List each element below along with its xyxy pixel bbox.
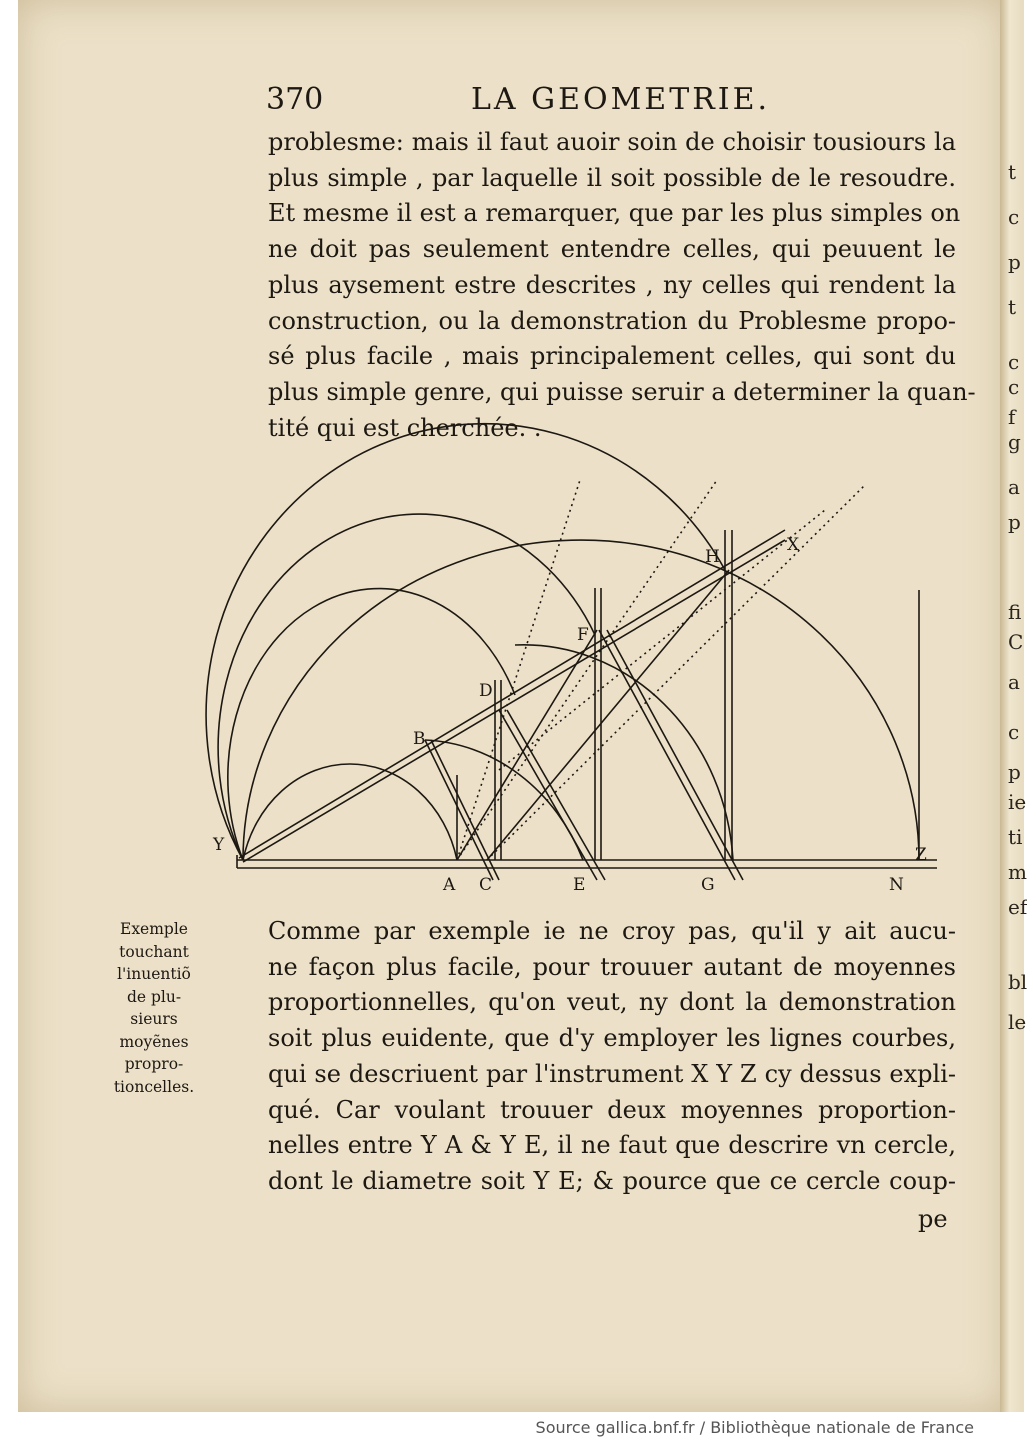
label-b: B [413,729,426,749]
text-line: nelles entre Y A & Y E, il ne faut que descrire vn cercle, [268,1131,956,1160]
cross-d-e [499,710,597,880]
large-arc [243,540,919,860]
text-line: sé plus facile , mais principalement celles, qui sont du [268,342,956,371]
dotted-line-1 [457,480,580,860]
label-y: Y [213,835,225,855]
text-line: plus simple genre, qui puisse seruir a determiner la quan- [268,377,976,406]
facing-page-fragment: ti [1008,825,1023,849]
facing-page-fragment: ef [1008,895,1027,919]
dotted-line-2 [457,480,717,860]
facing-page-fragment: t [1008,160,1017,184]
label-z: Z [915,845,927,865]
source-bar [0,1412,1024,1446]
marginal-note-line: moyẽnes [119,1032,189,1051]
facing-page-fragment: p [1008,510,1021,534]
text-line: proportionnelles, qu'on veut, ny dont la demonstration [268,988,956,1017]
text-line: dont le diametre soit Y E; & pource que ce cercle coup- [268,1166,956,1195]
text-line: construction, ou la demonstration du Problesme propo- [268,306,956,335]
arm-yx-2 [243,540,785,862]
text-line: ne façon plus facile, pour trouuer autant de moyennes [268,952,956,981]
cross-f-g-2 [607,630,743,880]
geometric-figure [213,470,955,900]
facing-page-fragment: c [1008,375,1020,399]
arc-yd [228,589,515,860]
line-a-f [457,630,597,860]
text-line: plus aysement estre descrites , ny celles qui rendent la [268,270,956,299]
marginal-note-line: de plu- [126,987,182,1006]
label-d: D [479,681,493,701]
marginal-note [104,918,204,1098]
arc-yb [243,764,457,860]
marginal-note-line: tioncelles. [113,1077,195,1096]
text-line: Comme par exemple ie ne croy pas, qu'il y ait aucu- [268,917,956,945]
facing-page-fragment: C [1008,630,1024,654]
text-line: plus simple , par laquelle il soit possible de le resoudre. [268,163,956,192]
facing-page-fragment: fi [1008,600,1022,624]
running-title: LA GEOMETRIE. [471,82,771,117]
facing-page-fragment: a [1008,475,1020,499]
text-line: qui se descriuent par l'instrument X Y Z cy dessus expli- [268,1059,956,1088]
facing-page-fragment: c [1008,350,1020,374]
label-a: A [443,875,456,895]
facing-page-fragment: p [1008,760,1021,784]
page-header [266,82,956,122]
label-x: X [787,535,800,555]
catchword: pe [918,1205,948,1233]
facing-page-fragment: le [1008,1010,1027,1034]
text-line: ne doit pas seulement entendre celles, qui peuuent le [268,235,956,264]
marginal-note-line: sieurs [130,1010,178,1028]
text-line: soit plus euidente, que d'y employer les lignes courbes, [268,1024,956,1053]
facing-page-fragment: ie [1008,790,1027,814]
facing-page-fragment: c [1008,720,1020,744]
facing-page-fragment: a [1008,670,1020,694]
label-h: H [705,547,720,567]
text-line: qué. Car voulant trouuer deux moyennes proportion- [268,1095,956,1124]
facing-page-fragment: m [1008,860,1027,884]
facing-page-fragment: g [1008,430,1021,454]
facing-page-fragment: bl [1008,970,1027,994]
marginal-note-line: l'inuentiõ [117,965,191,983]
page-number: 370 [266,82,324,117]
arc-yh [206,424,725,860]
facing-page-fragment: f [1008,405,1016,429]
text-line: problesme: mais il faut auoir soin de choisir tousiours la [268,128,956,156]
facing-page-fragment: p [1008,250,1021,274]
marginal-note-line: touchant [119,942,189,961]
marginal-note-line: Exemple [120,920,188,938]
text-line: tité qui est cherchée. . [268,413,542,442]
arm-yx-1 [239,530,785,858]
text-line: Et mesme il est a remarquer, que par les plus simples on [268,199,961,228]
label-f: F [577,625,589,645]
top-paragraph [268,125,976,446]
label-c: C [479,875,493,895]
facing-page-fragment: c [1008,205,1020,229]
label-n: N [889,875,904,895]
label-g: G [701,875,715,895]
bottom-paragraph [268,914,956,1200]
facing-page-fragment: t [1008,295,1017,319]
marginal-note-line: propro- [124,1055,184,1073]
label-e: E [573,875,586,895]
cross-f-g [599,630,735,880]
line-c-h [487,570,729,860]
source-credit: Source gallica.bnf.fr / Bibliothèque nationale de France [535,1418,974,1437]
